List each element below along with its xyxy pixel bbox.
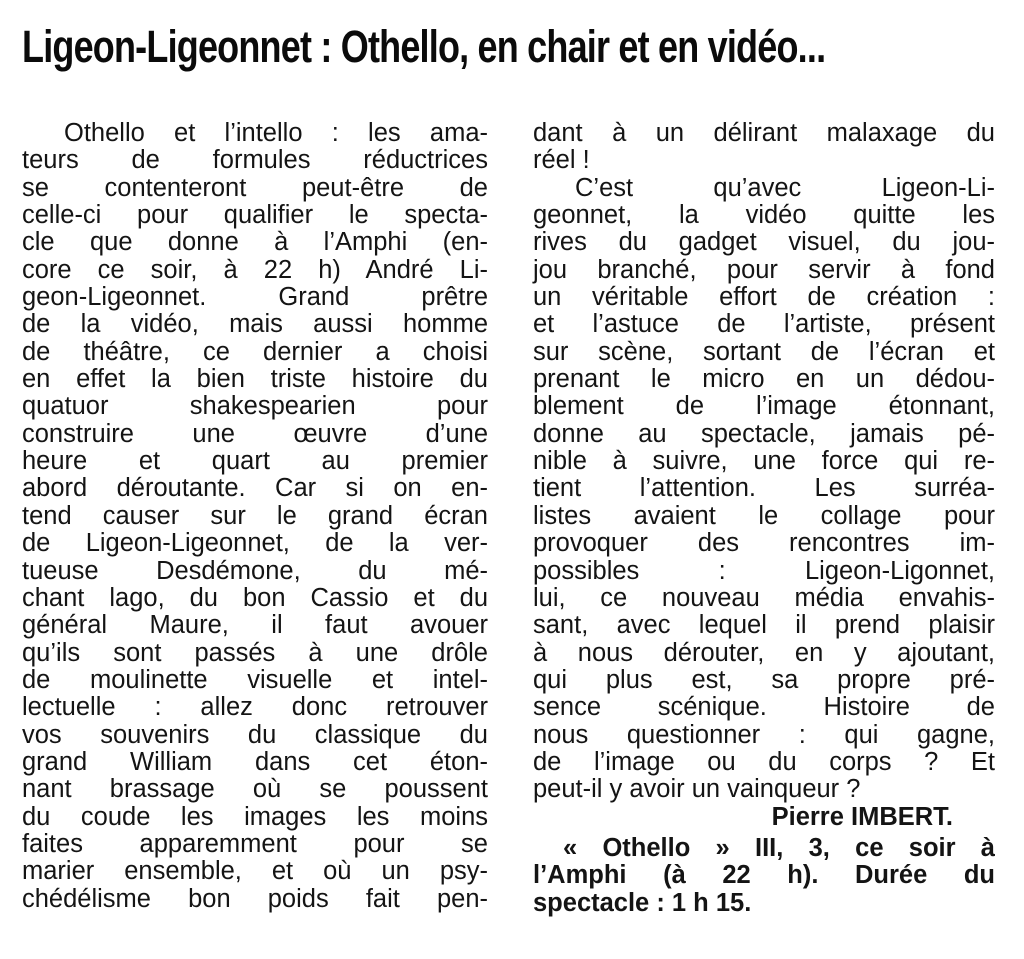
text-line: donne au spectacle, jamais pé- (533, 419, 995, 448)
text-line: dant à un délirant malaxage du (533, 119, 995, 147)
text-line: prenant le micro en un dédou- (533, 365, 995, 394)
text-line: listes avaient le collage pour (533, 501, 995, 530)
text-line: général Maure, il faut avouer (22, 611, 488, 640)
paragraph-2 (533, 175, 995, 804)
text-line: l’Amphi (à 22 h). Durée du (533, 861, 995, 890)
text-line: geonnet, la vidéo quitte les (533, 201, 995, 230)
text-line: de Ligeon-Ligeonnet, de la ver- (22, 529, 488, 558)
text-line: se contenteront peut-être de (22, 173, 488, 202)
article-body-left-column (22, 120, 488, 913)
text-line: geon-Ligeonnet. Grand prêtre (22, 283, 488, 312)
text-line: nible à suivre, une force qui re- (533, 447, 995, 476)
paragraph-1 (22, 120, 488, 913)
text-line: en effet la bien triste histoire du (22, 365, 488, 394)
text-line: lectuelle : allez donc retrouver (22, 693, 488, 722)
paragraph-1-continued (533, 120, 995, 175)
text-line: blement de l’image étonnant, (533, 392, 995, 421)
text-line: Othello et l’intello : les ama- (64, 119, 488, 147)
show-info (533, 835, 995, 917)
author-name: Pierre IMBERT. (771, 802, 953, 831)
text-line: qu’ils sont passés à une drôle (22, 638, 488, 667)
text-line: abord déroutante. Car si on en- (22, 474, 488, 503)
text-line: provoquer des rencontres im- (533, 529, 995, 558)
text-line: sant, avec lequel il prend plaisir (533, 611, 995, 640)
text-line: à nous dérouter, en y ajoutant, (533, 638, 995, 667)
text-line: de théâtre, ce dernier a choisi (22, 337, 488, 366)
text-line: qui plus est, sa propre pré- (533, 665, 995, 694)
text-line: « Othello » III, 3, ce soir à (563, 833, 995, 862)
text-line: teurs de formules réductrices (22, 146, 488, 175)
text-line: du coude les images les moins (22, 802, 488, 831)
text-line: vos souvenirs du classique du (22, 720, 488, 749)
text-line: peut-il y avoir un vainqueur ? (533, 775, 861, 804)
text-line: core ce soir, à 22 h) André Li- (22, 255, 488, 284)
text-line: sur scène, sortant de l’écran et (533, 337, 995, 366)
text-line: C’est qu’avec Ligeon-Li- (575, 173, 995, 202)
text-line: de moulinette visuelle et intel- (22, 665, 488, 694)
text-line: rives du gadget visuel, du jou- (533, 228, 995, 257)
text-line: et l’astuce de l’artiste, présent (533, 310, 995, 339)
text-line: nous questionner : qui gagne, (533, 720, 995, 749)
text-line: cle que donne à l’Amphi (en- (22, 228, 488, 257)
author-signature (533, 804, 995, 831)
text-line: lui, ce nouveau média envahis- (533, 583, 995, 612)
text-line: de l’image ou du corps ? Et (533, 747, 995, 776)
text-line: heure et quart au premier (22, 447, 488, 476)
headline: Ligeon-Ligeonnet : Othello, en chair et en vidéo... (22, 21, 826, 72)
text-line: réel ! (533, 146, 590, 175)
text-line: possibles : Ligeon-Ligonnet, (533, 556, 995, 585)
text-line: chédélisme bon poids fait pen- (22, 884, 488, 913)
text-line: celle-ci pour qualifier le specta- (22, 201, 488, 230)
text-line: construire une œuvre d’une (22, 419, 488, 448)
text-line: quatuor shakespearien pour (22, 392, 488, 421)
text-line: spectacle : 1 h 15. (533, 888, 752, 917)
text-line: tend causer sur le grand écran (22, 501, 488, 530)
text-line: sence scénique. Histoire de (533, 693, 995, 722)
text-line: jou branché, pour servir à fond (533, 255, 995, 284)
text-line: faites apparemment pour se (22, 829, 488, 858)
text-line: grand William dans cet éton- (22, 747, 488, 776)
text-line: marier ensemble, et où un psy- (22, 857, 488, 886)
article-body-right-column (533, 120, 995, 917)
text-line: tueuse Desdémone, du mé- (22, 556, 488, 585)
text-line: chant lago, du bon Cassio et du (22, 583, 488, 612)
text-line: tient l’attention. Les surréa- (533, 474, 995, 503)
text-line: un véritable effort de création : (533, 283, 995, 312)
text-line: de la vidéo, mais aussi homme (22, 310, 488, 339)
text-line: nant brassage où se poussent (22, 775, 488, 804)
